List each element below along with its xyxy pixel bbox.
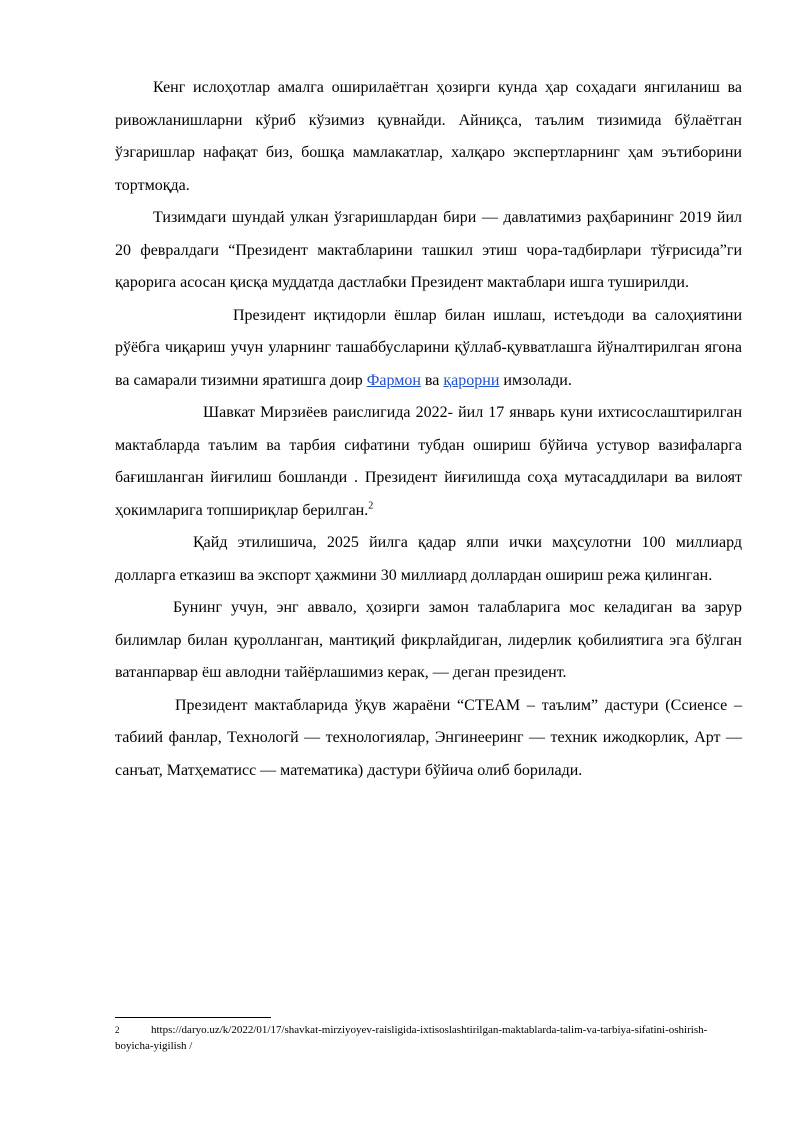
paragraph-5: Қайд этилишича, 2025 йилга қадар ялпи ички маҳсулотни 100 миллиард долларга етказиш ва экспорт ҳажмини 30 миллиард доллардан ошириш режа қилинган. (115, 534, 742, 584)
paragraph-6: Бунинг учун, энг аввало, ҳозирги замон талабларига мос келадиган ва зарур билимлар билан қуролланган, мантиқий фикрлайдиган, лидерлик қобилиятига эга бўлган ватанпарвар ёш авлодни тайёрлашимиз керак, — деган президент. (115, 599, 742, 681)
paragraph-2: Тизимдаги шундай улкан ўзгаришлардан бири — давлатимиз раҳбарининг 2019 йил 20 февралдаги “Президент мактабларини ташкил этиш чора-тадбирлари тўғрисида”ги қарорига асосан қисқа муддатда дастлабки Президент мактаблари ишга туширилди. (115, 209, 742, 291)
paragraph-4-text: Шавкат Мирзиёев раислигида 2022- йил 17 январь куни ихтисослаштирилган мактабларда таълим ва тарбия сифатини тубдан ошириш бўйича устувор вазифаларга бағишланган йиғилиш бошланди . Президент йиғилишда соҳа мутасаддилари ва вилоят ҳокимларига топшириқлар берилган. (115, 404, 742, 519)
paragraph-3-text-middle: ва (420, 371, 444, 389)
footnote-reference[interactable]: 2 (368, 500, 374, 512)
footnote (115, 1022, 742, 1054)
qarorni-link[interactable]: қарорни (443, 371, 500, 389)
paragraph-3-text-start: Президент иқтидорли ёшлар билан ишлаш, истеъдоди ва салоҳиятини рўёбга чиқариш учун уларнинг ташаббусларини қўллаб-қувватлашга йўналтирилган ягона ва самарали тизимни яратишга доир (115, 306, 742, 389)
document-body (115, 72, 742, 787)
paragraph-7: Президент мактабларида ўқув жараёни “СТЕАМ – таълим” дастури (Ссиенсе – табиий фанлар, Технологй — технологиялар, Энгинееринг — техник ижодкорлик, Арт — санъат, Матҳематисс — математика) дастури бўйича олиб борилади. (115, 696, 742, 779)
paragraph-3-text-end: имзолади. (499, 371, 572, 389)
paragraph-3 (115, 300, 742, 398)
paragraph-4 (115, 397, 742, 527)
paragraph-1: Кенг ислоҳотлар амалга оширилаётган ҳозирги кунда ҳар соҳадаги янгиланиш ва ривожланишларни кўриб кўзимиз қувнайди. Айниқса, таълим тизимида бўлаётган ўзгаришлар нафақат биз, бошқа мамлакатлар, халқаро экспертларнинг ҳам эътиборини тортмоқда. (115, 79, 742, 194)
footnote-url: https://daryo.uz/k/2022/01/17/shavkat-mirziyoyev-raisligida-ixtisoslashtirilgan-maktablarda-talim-va-tarbiya-sifatini-oshirish-boyicha-yigilish / (115, 1024, 708, 1052)
farmon-link[interactable]: Фармон (366, 371, 421, 389)
footnote-mark: 2 (115, 1025, 120, 1035)
footnote-separator (115, 1017, 271, 1018)
